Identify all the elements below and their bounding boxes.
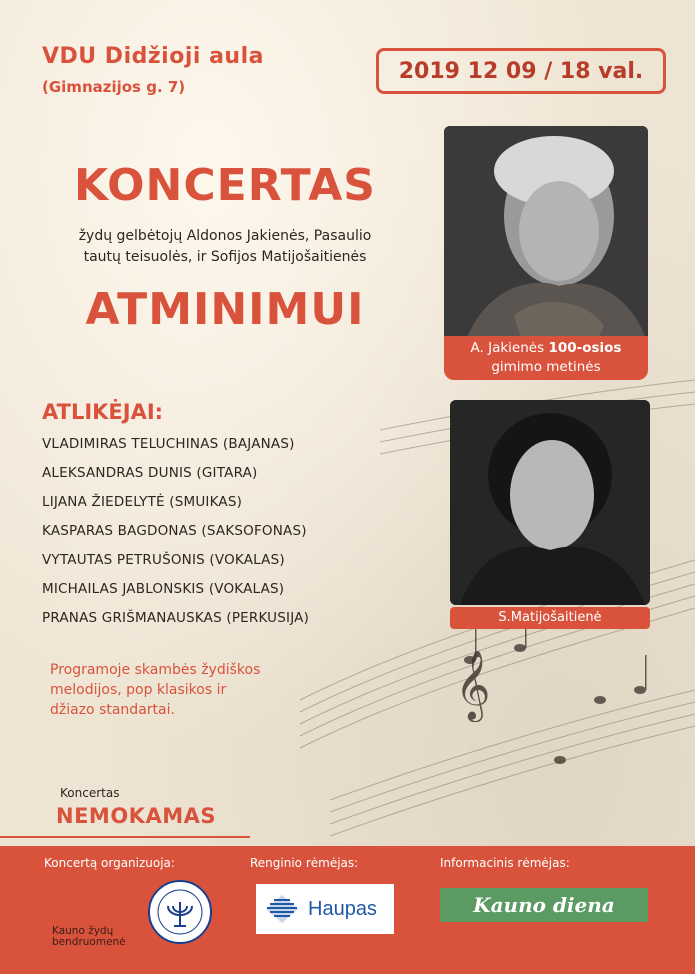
media-sponsor-label: Informacinis rėmėjas: <box>440 856 570 870</box>
organizer-label: Koncertą organizuoja: <box>44 856 175 870</box>
program-line-3: džiazo standartai. <box>50 702 175 718</box>
concert-title: KONCERTAS <box>74 160 376 211</box>
free-label: Koncertas <box>60 786 120 800</box>
date-time-badge <box>376 48 666 94</box>
portrait-jakiene-image <box>444 126 648 346</box>
list-item: ALEKSANDRAS DUNIS (GITARA) <box>42 465 258 481</box>
caption-line-1 <box>444 339 648 358</box>
organizer-name <box>52 926 142 948</box>
list-item: VLADIMIRAS TELUCHINAS (BAJANAS) <box>42 436 295 452</box>
portrait-jakiene <box>444 126 648 346</box>
concert-subtitle <box>40 226 410 268</box>
performers-heading: ATLIKĖJAI: <box>42 400 164 424</box>
list-item: KASPARAS BAGDONAS (SAKSOFONAS) <box>42 523 307 539</box>
organizer-logo-icon <box>148 880 212 944</box>
media-sponsor-name: Kauno diena <box>473 893 615 917</box>
venue-address: (Gimnazijos g. 7) <box>42 78 186 96</box>
divider <box>0 836 250 838</box>
list-item: LIJANA ŽIEDELYTĖ (SMUIKAS) <box>42 494 243 510</box>
organizer-name-line-2: bendruomenė <box>52 936 126 948</box>
performers-list <box>42 430 309 633</box>
list-item: MICHAILAS JABLONSKIS (VOKALAS) <box>42 581 285 597</box>
free-admission: NEMOKAMAS <box>56 804 216 828</box>
portrait-matijosaitiene-image <box>450 400 650 605</box>
svg-text:𝄞: 𝄞 <box>455 650 491 720</box>
caption-line-2: gimimo metinės <box>491 359 601 375</box>
portrait-jakiene-caption <box>444 336 648 380</box>
sponsor-name: Haupas <box>308 897 377 920</box>
date-time-text: 2019 12 09 / 18 val. <box>398 58 644 84</box>
venue-name: VDU Didžioji aula <box>42 44 264 69</box>
sponsor-logo <box>256 884 394 934</box>
program-line-2: melodijos, pop klasikos ir <box>50 682 227 698</box>
treble-clef-icon <box>455 650 490 722</box>
list-item: VYTAUTAS PETRUŠONIS (VOKALAS) <box>42 552 285 568</box>
program-line-1: Programoje skambės žydiškos <box>50 662 261 678</box>
media-sponsor-logo <box>440 888 648 922</box>
caption-bold: 100-osios <box>548 340 622 356</box>
portrait-matijosaitiene <box>450 400 650 605</box>
organizer-name-line-1: Kauno žydų <box>52 925 114 937</box>
portrait-matijosaitiene-caption: S.Matijošaitienė <box>450 607 650 629</box>
caption-prefix: A. Jakienės <box>470 340 549 356</box>
haupas-logo-icon <box>264 894 300 924</box>
program-note <box>50 660 330 720</box>
list-item: PRANAS GRIŠMANAUSKAS (PERKUSIJA) <box>42 610 310 626</box>
subtitle-line-2: tautų teisuolės, ir Sofijos Matijošaitienės <box>83 249 367 265</box>
sponsor-label: Renginio rėmėjas: <box>250 856 359 870</box>
memory-title: ATMINIMUI <box>85 284 365 335</box>
sponsors-footer <box>0 846 695 974</box>
subtitle-line-1: žydų gelbėtojų Aldonos Jakienės, Pasaulio <box>78 228 372 244</box>
